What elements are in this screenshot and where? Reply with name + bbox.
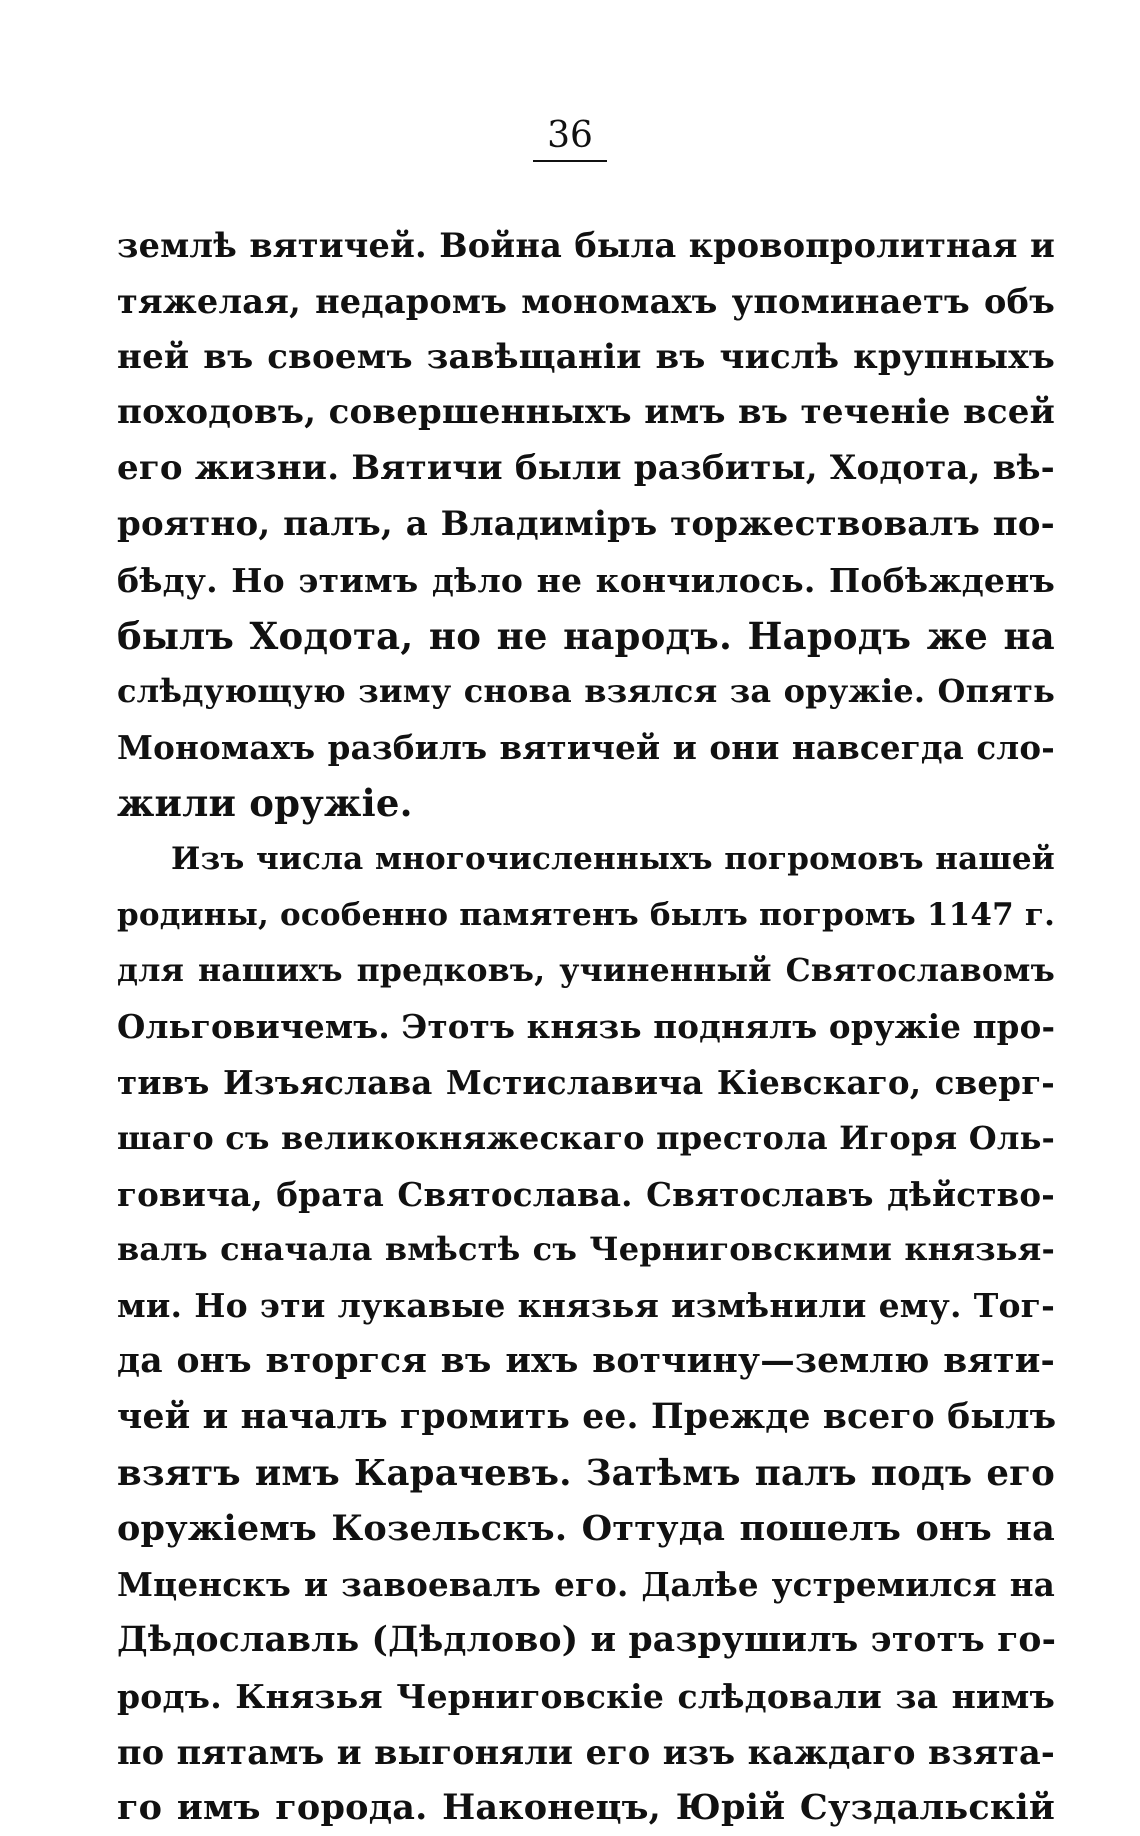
text-line: роятно, палъ, а Владиміръ торжествовалъ по- xyxy=(117,503,1055,544)
text-line: Ольговичемъ. Этотъ князь поднялъ оружіе про- xyxy=(117,1007,1056,1047)
paragraph-1 xyxy=(117,218,1055,832)
text-line: взятъ имъ Карачевъ. Затѣмъ палъ подъ его xyxy=(117,1452,1055,1494)
text-line: Дѣдославль (Дѣдлово) и разрушилъ этотъ го- xyxy=(117,1619,1057,1660)
text-line: ми. Но эти лукавые князья измѣнили ему. Тог- xyxy=(117,1286,1055,1326)
page-number-text: 36 xyxy=(533,112,607,162)
text-line: его жизни. Вятичи были разбиты, Ходота, вѣ- xyxy=(117,448,1055,489)
page-number xyxy=(0,112,1140,162)
text-line: бѣду. Но этимъ дѣло не кончилось. Побѣжденъ xyxy=(117,560,1055,600)
text-line: походовъ, совершенныхъ имъ въ теченіе всей xyxy=(117,392,1055,433)
text-line: тяжелая, недаромъ мономахъ упоминаетъ объ xyxy=(117,281,1055,321)
text-line: родъ. Князья Черниговскіе слѣдовали за нимъ xyxy=(117,1676,1055,1716)
text-line: тивъ Изъяслава Мстиславича Кіевскаго, сверг- xyxy=(117,1062,1055,1102)
text-line: чей и началъ громить ее. Прежде всего былъ xyxy=(117,1396,1057,1437)
text-line: жили оружіе. xyxy=(117,780,413,825)
text-line: Мономахъ разбилъ вятичей и они навсегда сло- xyxy=(117,728,1055,768)
text-line: слѣдующую зиму снова взялся за оружіе. Опять xyxy=(117,672,1055,711)
text-line: шаго съ великокняжескаго престола Игоря Оль- xyxy=(117,1118,1055,1157)
text-line: да онъ вторгся въ ихъ вотчину—землю вяти- xyxy=(117,1340,1055,1381)
text-line: для нашихъ предковъ, учиненный Святославомъ xyxy=(117,952,1055,990)
paragraph-2 xyxy=(117,832,1055,1836)
text-line: родины, особенно памятенъ былъ погромъ 1147 г. xyxy=(117,896,1056,933)
text-line: по пятамъ и выгоняли его изъ каждаго взята- xyxy=(117,1732,1055,1772)
text-line: го имъ города. Наконецъ, Юрій Суздальскій xyxy=(117,1787,1055,1829)
text-line: говича, брата Святослава. Святославъ дѣйство- xyxy=(117,1174,1055,1214)
text-line: ней въ своемъ завѣщаніи въ числѣ крупныхъ xyxy=(117,336,1055,377)
body-text xyxy=(117,218,1055,1836)
text-line: валъ сначала вмѣстѣ съ Черниговскими князья- xyxy=(117,1230,1055,1269)
text-line: Изъ числа многочисленныхъ погромовъ нашей xyxy=(171,840,1055,877)
text-line: былъ Ходота, но не народъ. Народъ же на xyxy=(117,613,1055,658)
text-line: землѣ вятичей. Война была кровопролитная и xyxy=(117,226,1055,265)
text-line: оружіемъ Козельскъ. Оттуда пошелъ онъ на xyxy=(117,1508,1055,1550)
text-line: Мценскъ и завоевалъ его. Далѣе устремился на xyxy=(117,1565,1055,1605)
